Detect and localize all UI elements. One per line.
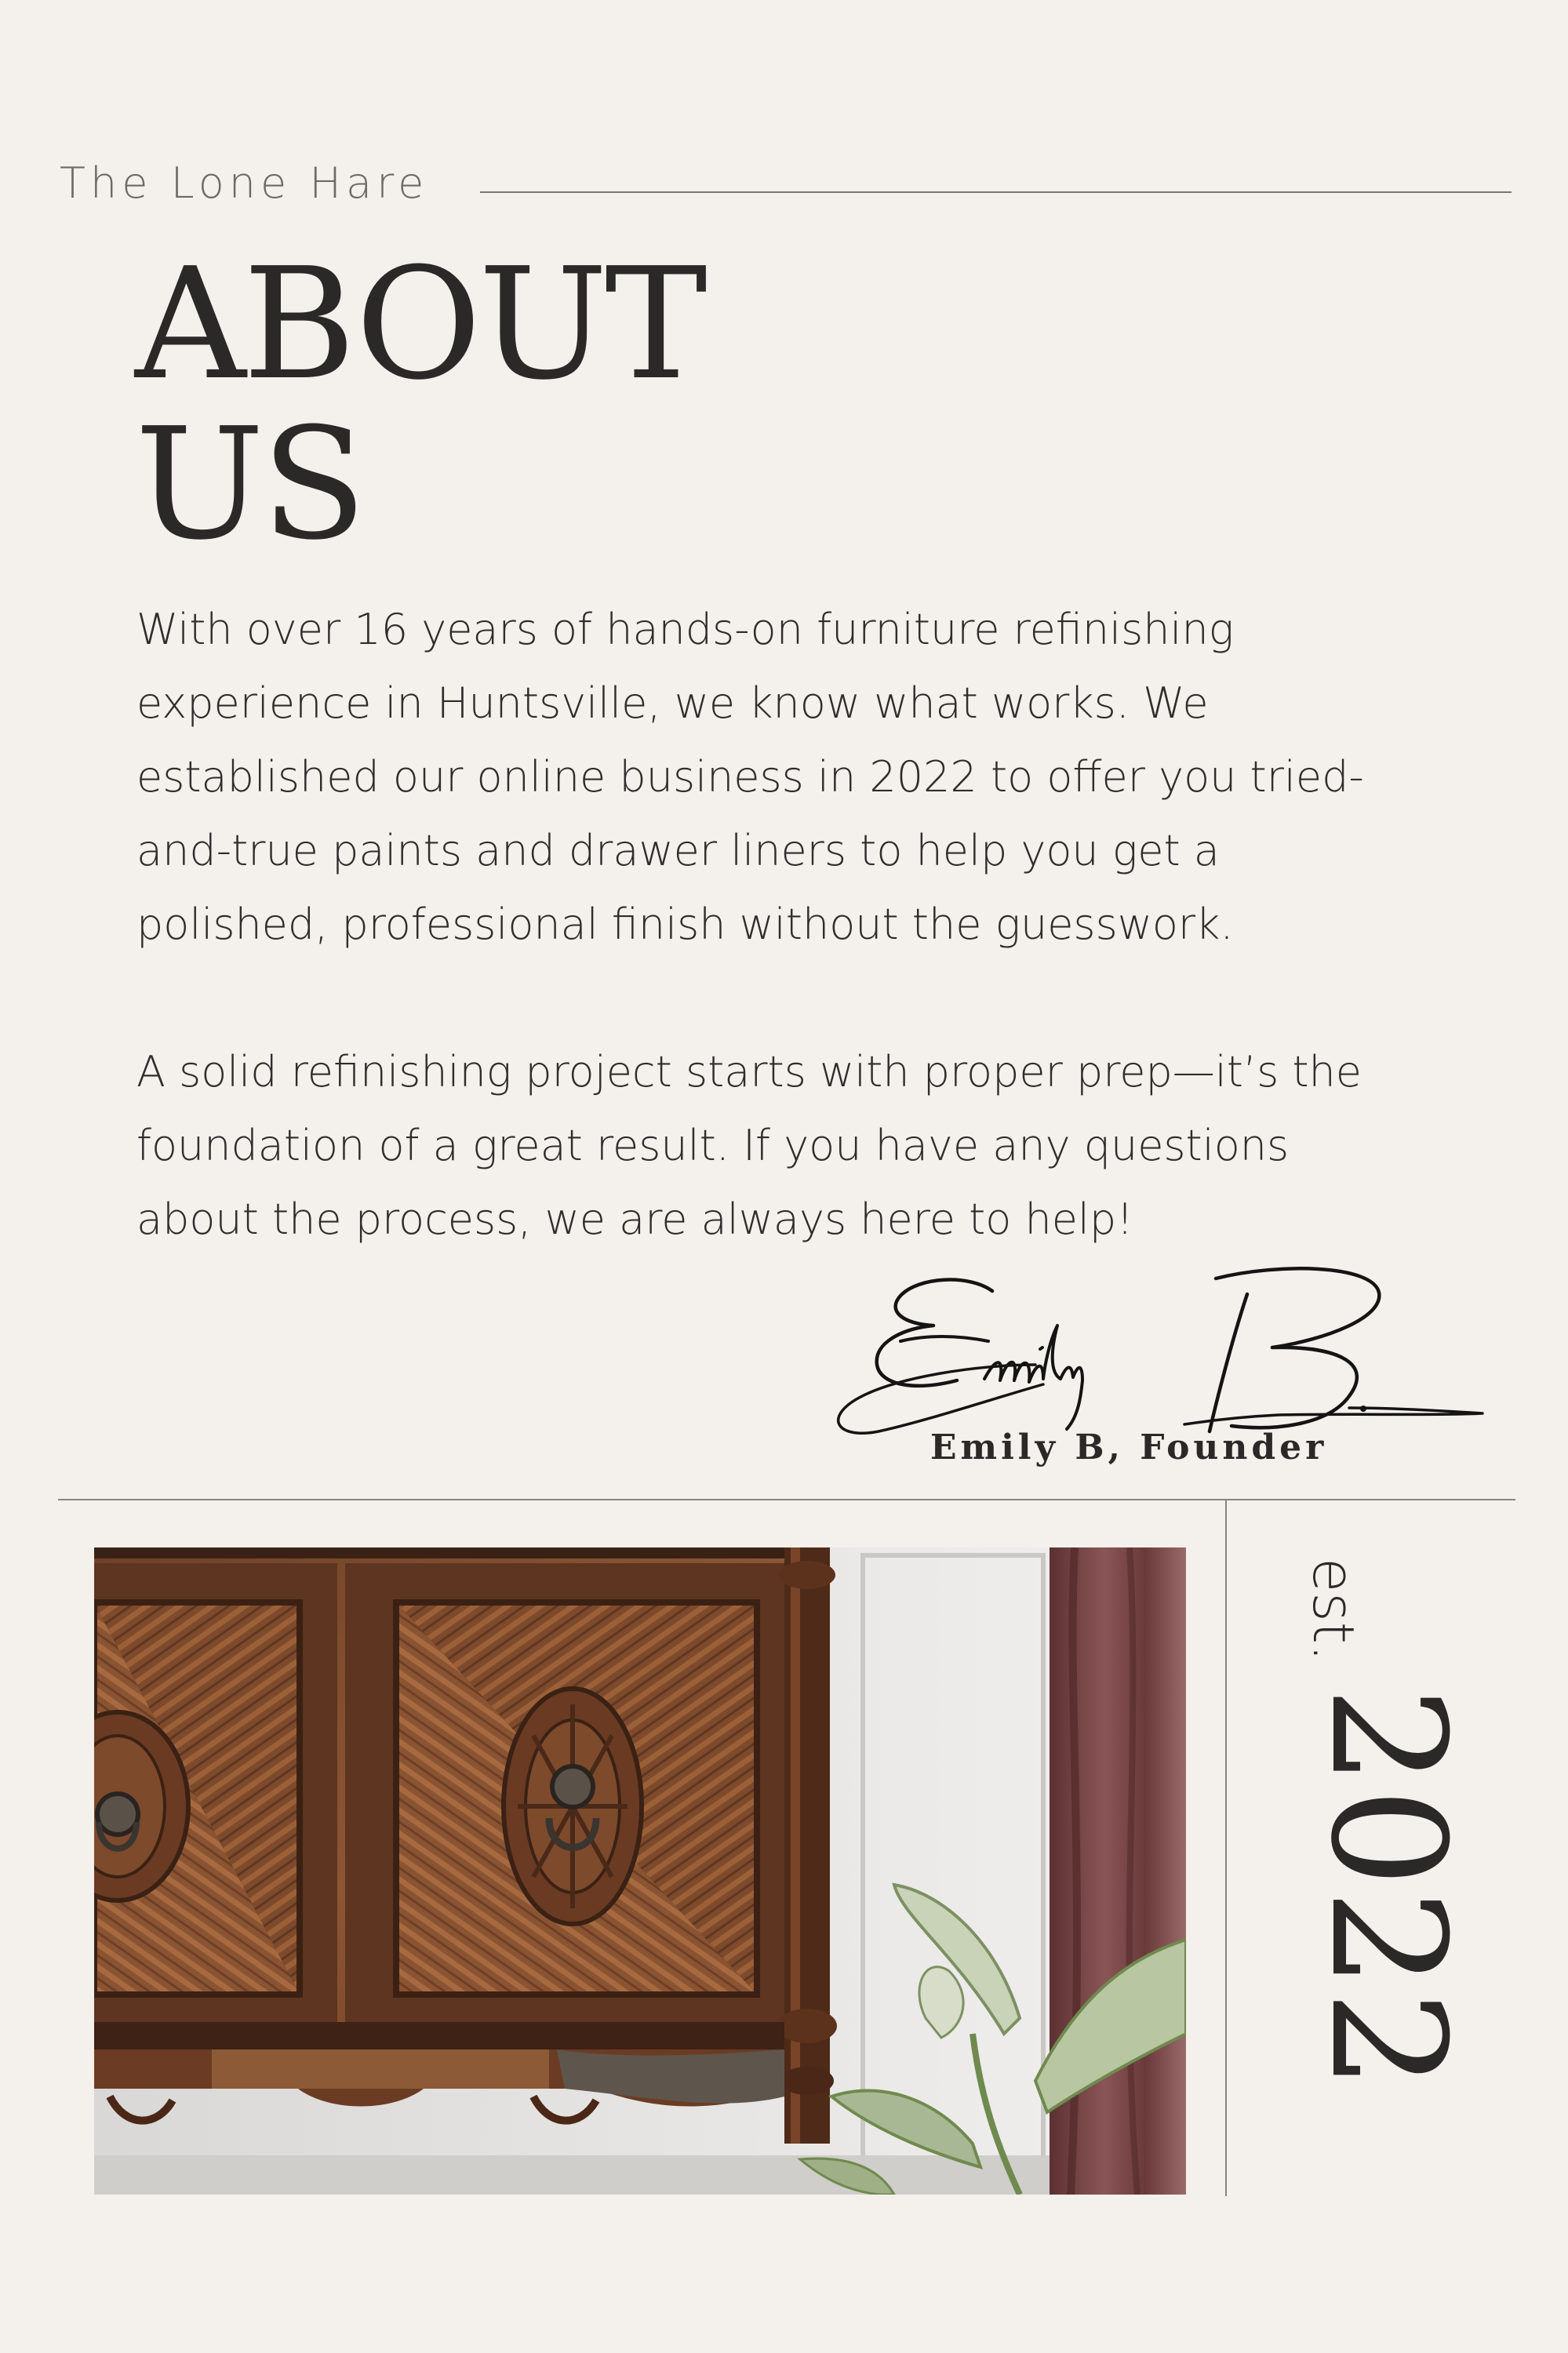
section-divider (58, 1499, 1515, 1500)
established-year-text: 2022 (1296, 1686, 1479, 2092)
page-title (135, 235, 704, 574)
founder-caption: Emily B, Founder (930, 1427, 1328, 1467)
sideboard-photo (94, 1547, 1186, 2195)
about-paragraph-history: With over 16 years of hands-on furniture refinishing experience in Huntsville, we know what works. We established our online business in 2022 to offer you tried- and-true paints and drawer liners to help you get a polished, professional finish without the guesswork. (136, 605, 1364, 949)
vertical-divider (1225, 1500, 1227, 2196)
established-year (1296, 1686, 1479, 2126)
about-paragraph-prep: A solid refinishing project starts with proper prep—it’s the foundation of a great result. If you have any questions about the process, we are always here to help! (136, 1047, 1362, 1244)
brand-name: The Lone Hare (60, 158, 429, 208)
about-body (136, 593, 1501, 1257)
title-line-us: US (135, 395, 364, 574)
established-prefix-text: est. (1301, 1558, 1366, 1662)
title-line-about: ABOUT (135, 235, 704, 414)
established-prefix (1280, 1558, 1374, 1667)
header-rule (480, 191, 1512, 193)
